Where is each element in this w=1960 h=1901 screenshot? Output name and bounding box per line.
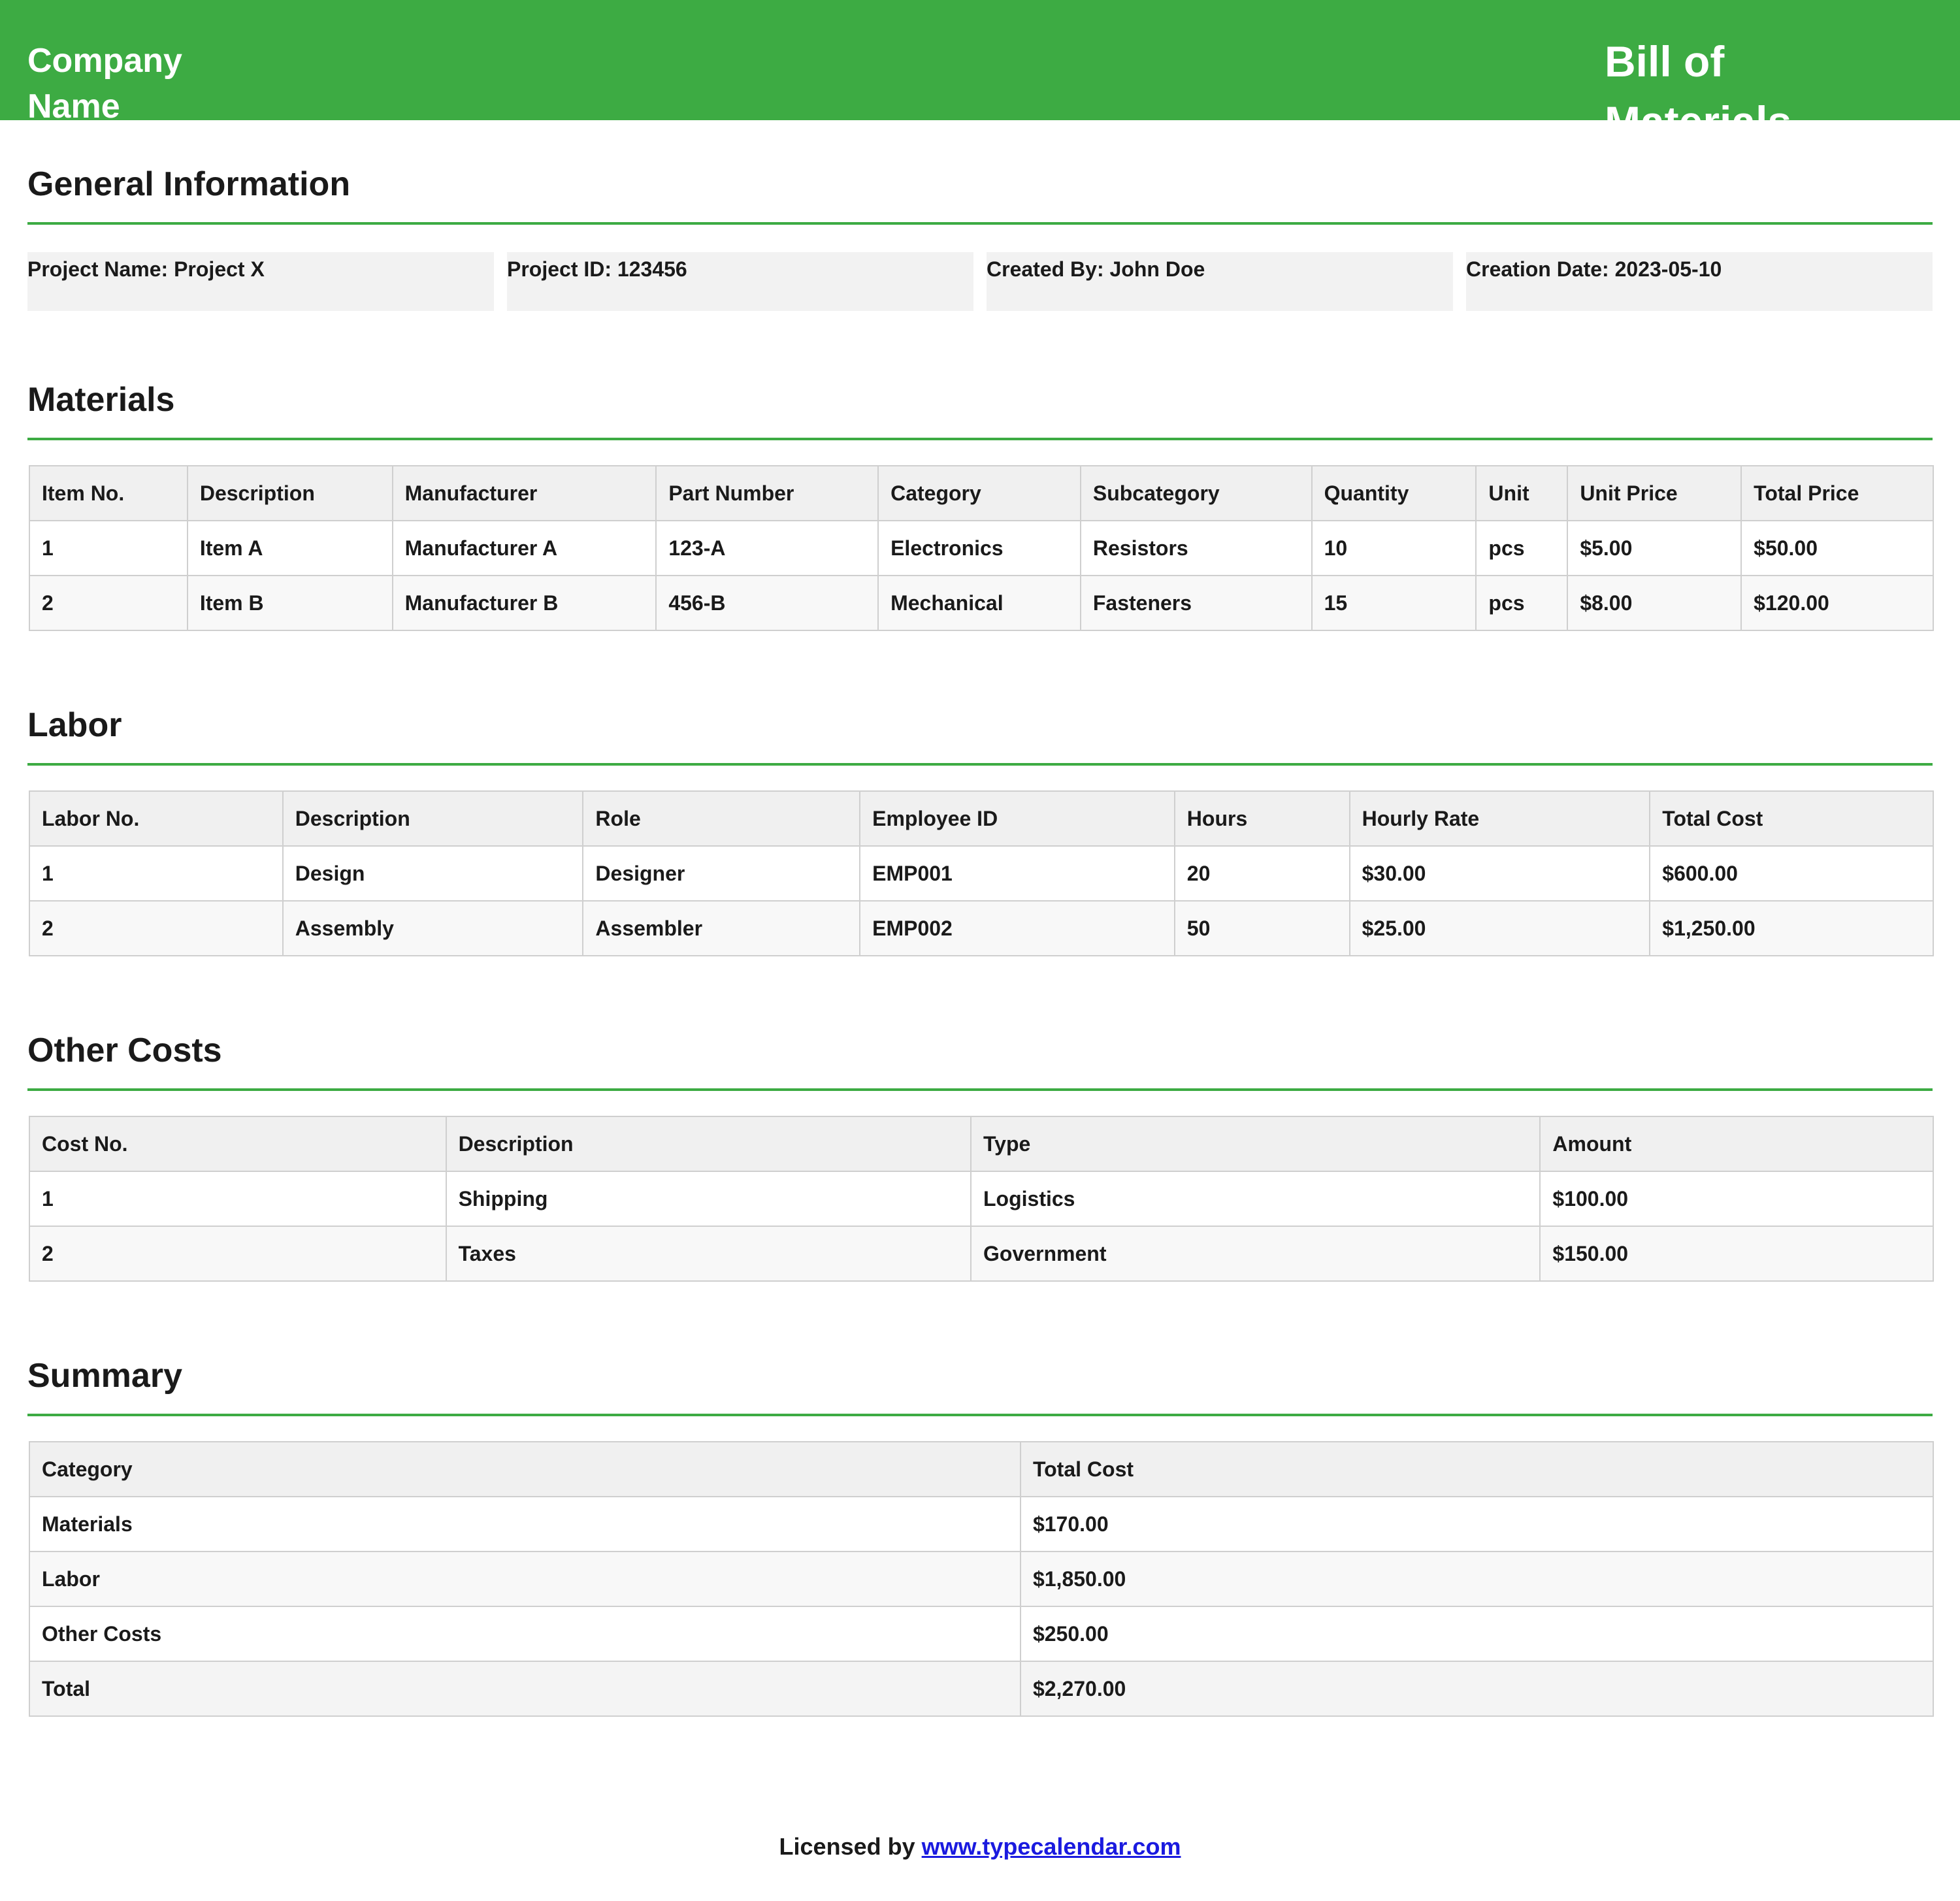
company-name: Company Name [27, 42, 182, 125]
table-cell: Materials [29, 1497, 1021, 1552]
column-header: Unit Price [1567, 466, 1741, 521]
field-label: Project Name: [27, 257, 169, 281]
table-cell: $25.00 [1350, 901, 1650, 956]
table-cell: $600.00 [1650, 846, 1933, 901]
labor-table [29, 790, 1934, 956]
table-cell: EMP002 [860, 901, 1175, 956]
column-header: Description [446, 1116, 971, 1171]
table-cell: 2 [29, 901, 283, 956]
column-header: Type [971, 1116, 1540, 1171]
column-header: Description [283, 791, 583, 846]
section-title-other-costs: Other Costs [27, 1032, 222, 1069]
info-field-created-by [987, 252, 1453, 311]
column-header: Description [188, 466, 393, 521]
table-row [29, 1606, 1933, 1661]
column-header: Hourly Rate [1350, 791, 1650, 846]
column-header: Total Cost [1021, 1442, 1933, 1497]
column-header: Total Cost [1650, 791, 1933, 846]
table-cell: Item B [188, 576, 393, 630]
section-divider [27, 222, 1933, 225]
table-cell: 1 [29, 1171, 446, 1226]
table-cell: Design [283, 846, 583, 901]
column-header: Subcategory [1081, 466, 1312, 521]
table-cell: $1,250.00 [1650, 901, 1933, 956]
field-value: 2023-05-10 [1614, 257, 1722, 281]
table-cell: Logistics [971, 1171, 1540, 1226]
table-cell: $1,850.00 [1021, 1552, 1933, 1606]
table-row [29, 1226, 1933, 1281]
section-title-general-information: General Information [27, 165, 351, 203]
info-field-creation-date [1466, 252, 1933, 311]
table-cell: Fasteners [1081, 576, 1312, 630]
table-cell: $30.00 [1350, 846, 1650, 901]
table-cell: Taxes [446, 1226, 971, 1281]
column-header: Employee ID [860, 791, 1175, 846]
materials-section [27, 379, 1933, 440]
field-value: Project X [174, 257, 265, 281]
table-cell: Electronics [878, 521, 1081, 576]
table-cell: $8.00 [1567, 576, 1741, 630]
table-cell: $150.00 [1540, 1226, 1933, 1281]
footer-licensed-label: Licensed by [779, 1833, 915, 1860]
table-cell: $5.00 [1567, 521, 1741, 576]
table-row [29, 521, 1933, 576]
table-row [29, 1552, 1933, 1606]
table-cell: 1 [29, 521, 188, 576]
table-header-row [29, 1442, 1933, 1497]
section-title-labor: Labor [27, 706, 122, 744]
column-header: Category [878, 466, 1081, 521]
table-cell: Government [971, 1226, 1540, 1281]
table-cell: Manufacturer A [393, 521, 657, 576]
info-field-project-name [27, 252, 494, 311]
table-row [29, 846, 1933, 901]
column-header: Category [29, 1442, 1021, 1497]
table-cell: $120.00 [1741, 576, 1933, 630]
summary-table [29, 1441, 1934, 1717]
table-row [29, 1497, 1933, 1552]
table-cell: Item A [188, 521, 393, 576]
section-title-summary: Summary [27, 1357, 182, 1395]
table-cell: 456-B [656, 576, 878, 630]
section-title-materials: Materials [27, 381, 175, 419]
table-cell: 2 [29, 576, 188, 630]
table-cell: 123-A [656, 521, 878, 576]
table-cell: pcs [1476, 576, 1567, 630]
column-header: Cost No. [29, 1116, 446, 1171]
field-label: Project ID: [507, 257, 612, 281]
table-row [29, 576, 1933, 630]
footer [0, 1833, 1960, 1860]
summary-total-row [29, 1661, 1933, 1716]
other-costs-section [27, 1030, 1933, 1091]
column-header: Item No. [29, 466, 188, 521]
table-cell: Assembly [283, 901, 583, 956]
table-header-row [29, 466, 1933, 521]
info-field-project-id [507, 252, 973, 311]
section-divider [27, 1414, 1933, 1416]
table-cell: Mechanical [878, 576, 1081, 630]
column-header: Role [583, 791, 860, 846]
table-row [29, 901, 1933, 956]
total-label: Total [29, 1661, 1021, 1716]
general-information-section [27, 163, 1933, 225]
field-label: Creation Date: [1466, 257, 1609, 281]
table-header-row [29, 791, 1933, 846]
table-cell: $250.00 [1021, 1606, 1933, 1661]
other-costs-table [29, 1116, 1934, 1282]
table-cell: $100.00 [1540, 1171, 1933, 1226]
table-cell: 15 [1312, 576, 1477, 630]
field-label: Created By: [987, 257, 1104, 281]
field-value: John Doe [1109, 257, 1205, 281]
column-header: Total Price [1741, 466, 1933, 521]
section-divider [27, 1088, 1933, 1091]
table-cell: 20 [1175, 846, 1350, 901]
document-title: Bill of Materials [1605, 37, 1792, 146]
table-cell: 50 [1175, 901, 1350, 956]
table-cell: Resistors [1081, 521, 1312, 576]
column-header: Quantity [1312, 466, 1477, 521]
column-header: Hours [1175, 791, 1350, 846]
total-value: $2,270.00 [1021, 1661, 1933, 1716]
table-cell: 1 [29, 846, 283, 901]
table-cell: 2 [29, 1226, 446, 1281]
column-header: Labor No. [29, 791, 283, 846]
header-bar [0, 0, 1960, 146]
column-header: Manufacturer [393, 466, 657, 521]
table-cell: Shipping [446, 1171, 971, 1226]
field-value: 123456 [617, 257, 687, 281]
table-cell: Manufacturer B [393, 576, 657, 630]
column-header: Unit [1476, 466, 1567, 521]
table-cell: Assembler [583, 901, 860, 956]
table-cell: EMP001 [860, 846, 1175, 901]
materials-table [29, 465, 1934, 631]
footer-link[interactable]: www.typecalendar.com [921, 1833, 1181, 1860]
column-header: Amount [1540, 1116, 1933, 1171]
table-cell: Designer [583, 846, 860, 901]
table-cell: 10 [1312, 521, 1477, 576]
table-cell: pcs [1476, 521, 1567, 576]
table-header-row [29, 1116, 1933, 1171]
table-cell: $50.00 [1741, 521, 1933, 576]
table-cell: Labor [29, 1552, 1021, 1606]
section-divider [27, 763, 1933, 766]
labor-section [27, 704, 1933, 766]
table-row [29, 1171, 1933, 1226]
general-information-fields [27, 252, 1933, 311]
table-cell: $170.00 [1021, 1497, 1933, 1552]
column-header: Part Number [656, 466, 878, 521]
table-cell: Other Costs [29, 1606, 1021, 1661]
section-divider [27, 438, 1933, 440]
summary-section [27, 1355, 1933, 1416]
